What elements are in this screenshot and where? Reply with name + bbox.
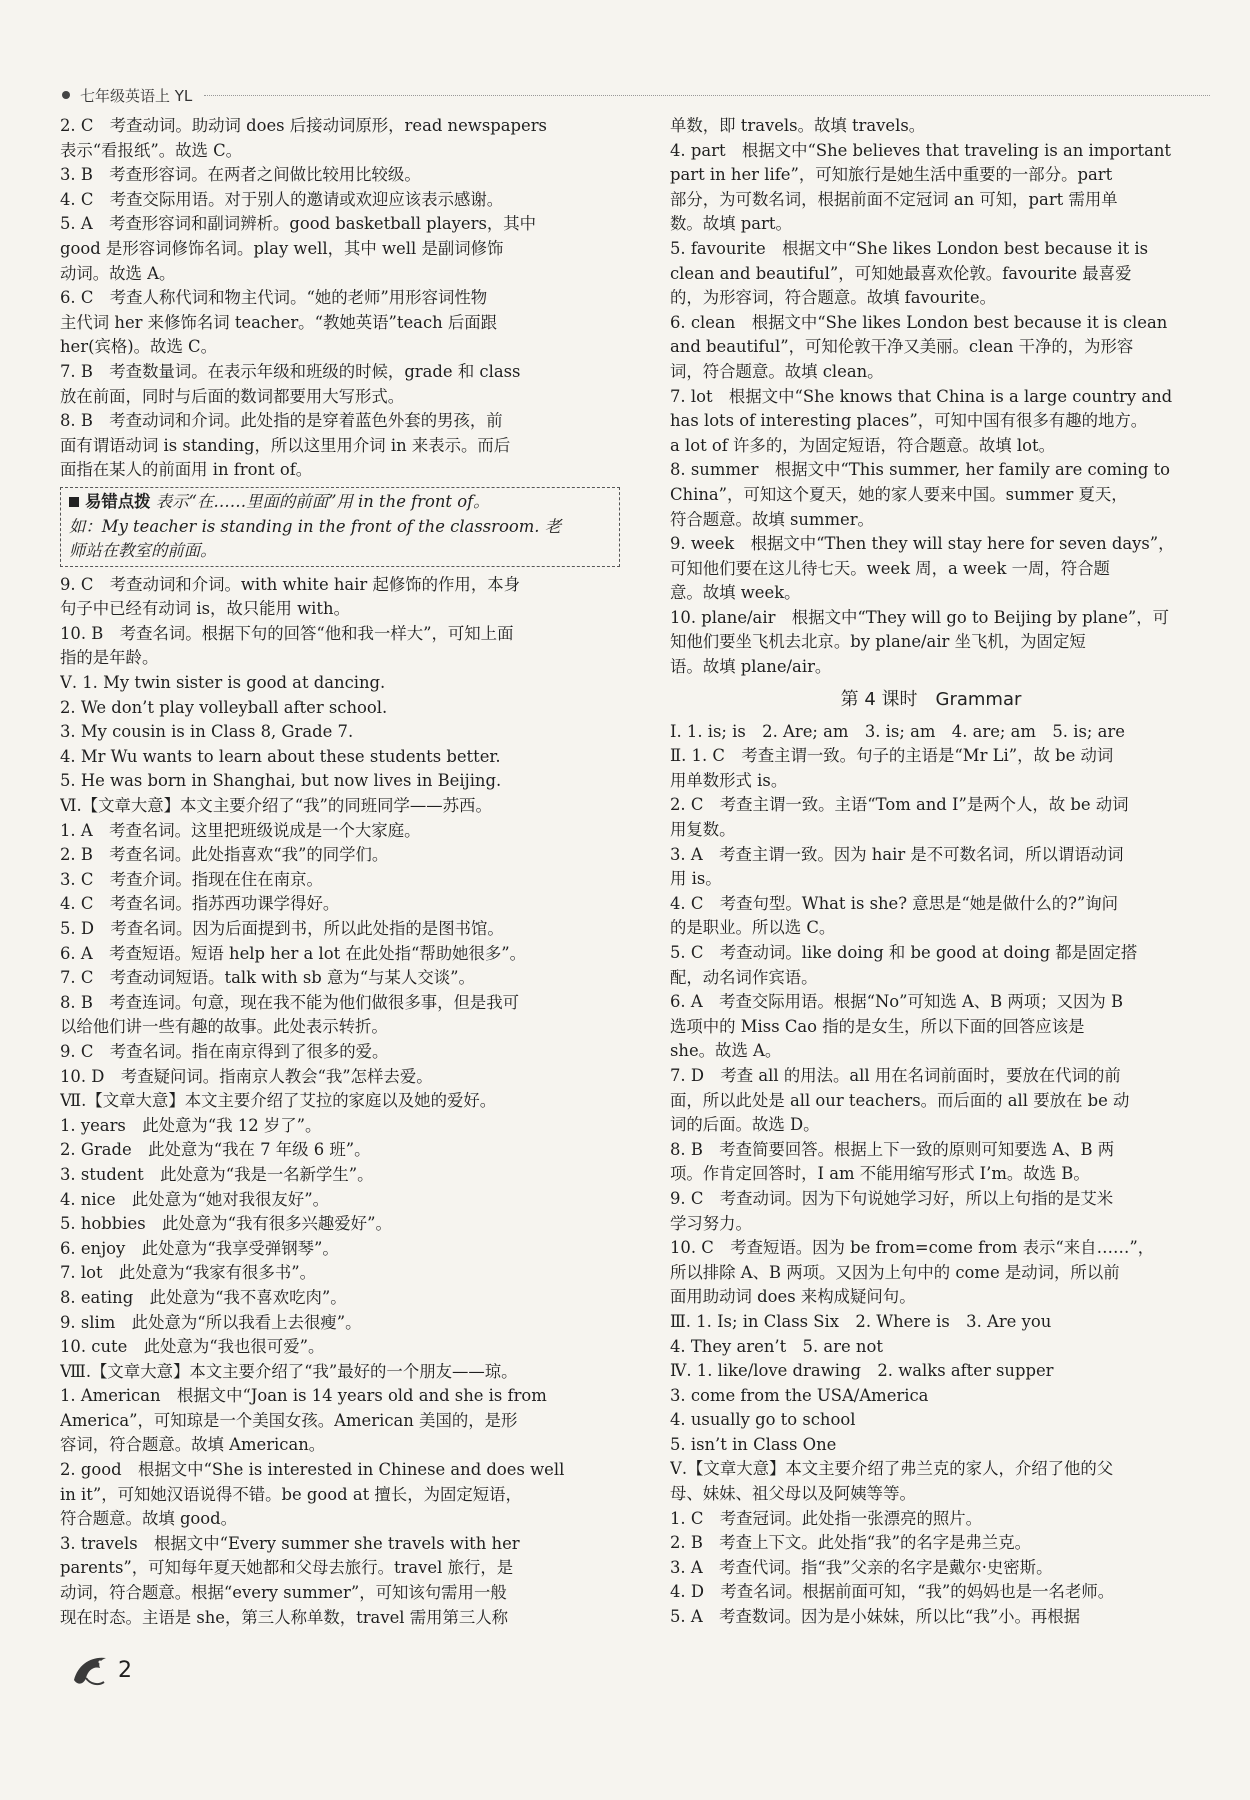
text-line: 数。故填 part。	[670, 214, 792, 234]
text-line: has lots of interesting places”，可知中国有很多有趣的地方。	[670, 411, 1148, 431]
right-bottom-block	[670, 720, 1192, 1630]
text-line: 面，所以此处是 all our teachers。而后面的 all 要放在 be 动	[670, 1090, 1130, 1110]
text-line: 意。故填 week。	[670, 583, 801, 603]
header-rule	[204, 95, 1210, 96]
text-line: she。故选 A。	[670, 1041, 782, 1061]
text-line: 主代词 her 来修饰名词 teacher。“教她英语”teach 后面跟	[60, 312, 498, 332]
text-line: 7. lot 根据文中“She knows that China is a large country and	[670, 386, 1173, 406]
tip-marker-icon	[69, 497, 79, 507]
text-line: 8. eating 此处意为“我不喜欢吃肉”。	[60, 1287, 347, 1307]
text-line: Ⅰ. 1. is; is 2. Are; am 3. is; am 4. are; am 5. is; are	[670, 721, 1125, 741]
text-line: 的，为形容词，符合题意。故填 favourite。	[670, 288, 996, 308]
text-line: 的是职业。所以选 C。	[670, 918, 836, 938]
text-line: 4. C 考查交际用语。对于别人的邀请或欢迎应该表示感谢。	[60, 189, 504, 209]
section-heading: 第 4 课时 Grammar	[840, 688, 1022, 710]
text-line: 3. B 考查形容词。在两者之间做比较用比较级。	[60, 165, 421, 185]
text-line: 8. summer 根据文中“This summer, her family are coming to	[670, 460, 1171, 480]
text-line: Ⅶ.【文章大意】本文主要介绍了艾拉的家庭以及她的爱好。	[60, 1091, 497, 1111]
text-line: 10. plane/air 根据文中“They will go to Beijing by plane”，可	[670, 607, 1170, 627]
text-line: 3. travels 根据文中“Every summer she travels with her	[60, 1533, 520, 1553]
text-line: clean and beautiful”，可知她最喜欢伦敦。favourite 最喜爱	[670, 263, 1132, 283]
text-line: 2. C 考查主谓一致。主语“Tom and I”是两个人，故 be 动词	[670, 795, 1129, 815]
text-line: 用复数。	[670, 820, 736, 840]
text-line: 所以排除 A、B 两项。又因为上句中的 come 是动词，所以前	[670, 1262, 1120, 1282]
text-line: 2. B 考查名词。此处指喜欢“我”的同学们。	[60, 845, 389, 865]
text-line: 句子中已经有动词 is，故只能用 with。	[60, 599, 350, 619]
text-line: 9. week 根据文中“Then they will stay here for seven days”，	[670, 534, 1175, 554]
text-line: 6. C 考查人称代词和物主代词。“她的老师”用形容词性物	[60, 288, 488, 308]
text-line: 7. D 考查 all 的用法。all 用在名词前面时，要放在代词的前	[670, 1065, 1121, 1085]
text-line: 部分，为可数名词，根据前面不定冠词 an 可知，part 需用单	[670, 189, 1118, 209]
text-line: 10. D 考查疑问词。指南京人教会“我”怎样去爱。	[60, 1066, 433, 1086]
text-line: 5. hobbies 此处意为“我有很多兴趣爱好”。	[60, 1214, 392, 1234]
text-line: China”，可知这个夏天，她的家人要来中国。summer 夏天，	[670, 484, 1128, 504]
text-line: 3. A 考查代词。指“我”父亲的名字是戴尔·史密斯。	[670, 1557, 1053, 1577]
tip-line: 师站在教室的前面。	[69, 541, 217, 561]
text-line: 5. He was born in Shanghai, but now lives in Beijing.	[60, 771, 502, 791]
text-line: in it”，可知她汉语说得不错。be good at 擅长，为固定短语，	[60, 1484, 522, 1504]
text-line: Ⅵ.【文章大意】本文主要介绍了“我”的同班同学——苏西。	[60, 796, 492, 816]
text-line: 符合题意。故填 good。	[60, 1509, 238, 1529]
text-line: 指的是年龄。	[60, 648, 159, 668]
tip-box	[60, 487, 620, 567]
text-line: 可知他们要在这儿待七天。week 周，a week 一周，符合题	[670, 558, 1110, 578]
text-line: 动词，符合题意。根据“every summer”，可知该句需用一般	[60, 1583, 507, 1603]
text-line: 3. come from the USA/America	[670, 1385, 929, 1405]
text-line: 4. usually go to school	[670, 1410, 856, 1430]
text-line: parents”，可知每年夏天她都和父母去旅行。travel 旅行，是	[60, 1558, 514, 1578]
text-line: 4. Mr Wu wants to learn about these students better.	[60, 746, 501, 766]
text-line: 5. isn’t in Class One	[670, 1434, 837, 1454]
text-line: 词的后面。故选 D。	[670, 1115, 820, 1135]
right-column	[670, 114, 1192, 1630]
text-line: good 是形容词修饰名词。play well，其中 well 是副词修饰	[60, 238, 504, 258]
right-top-block	[670, 114, 1192, 680]
text-line: 母、妹妹、祖父母以及阿姨等等。	[670, 1484, 916, 1504]
bullet-dot-icon	[62, 91, 70, 99]
text-line: Ⅲ. 1. Is; in Class Six 2. Where is 3. Are you	[670, 1311, 1052, 1331]
text-line: 7. lot 此处意为“我家有很多书”。	[60, 1263, 316, 1283]
text-line: 2. B 考查上下文。此处指“我”的名字是弗兰克。	[670, 1533, 1032, 1553]
text-line: 知他们要坐飞机去北京。by plane/air 坐飞机，为固定短	[670, 632, 1086, 652]
text-line: 4. They aren’t 5. are not	[670, 1336, 883, 1356]
text-line: 10. cute 此处意为“我也很可爱”。	[60, 1337, 325, 1357]
text-line: Ⅱ. 1. C 考查主谓一致。句子的主语是“Mr Li”，故 be 动词	[670, 746, 1114, 766]
text-line: 学习努力。	[670, 1213, 752, 1233]
text-line: 6. clean 根据文中“She likes London best because it is clean	[670, 312, 1168, 332]
text-line: 符合题意。故填 summer。	[670, 509, 874, 529]
running-title: 七年级英语上 YL	[80, 86, 193, 105]
text-line: 词，符合题意。故填 clean。	[670, 361, 884, 381]
text-line: 项。作肯定回答时，I am 不能用缩写形式 I’m。故选 B。	[670, 1164, 1090, 1184]
left-top-block	[60, 114, 620, 483]
text-line: 面有谓语动词 is standing，所以这里用介词 in 来表示。而后	[60, 435, 511, 455]
text-line: 7. C 考查动词短语。talk with sb 意为“与某人交谈”。	[60, 968, 475, 988]
dolphin-logo-icon	[70, 1650, 114, 1690]
text-line: 配，动名词作宾语。	[670, 967, 818, 987]
text-line: 9. C 考查动词。因为下句说她学习好，所以上句指的是艾米	[670, 1188, 1114, 1208]
text-line: part in her life”，可知旅行是她生活中重要的一部分。part	[670, 165, 1113, 185]
text-line: 8. B 考查动词和介词。此处指的是穿着蓝色外套的男孩，前	[60, 411, 503, 431]
text-line: 表示“看报纸”。故选 C。	[60, 140, 243, 160]
text-line: America”，可知琼是一个美国女孩。American 美国的，是形	[60, 1410, 518, 1430]
text-line: 10. C 考查短语。因为 be from=come from 表示“来自……”，	[670, 1238, 1155, 1258]
text-line: 4. part 根据文中“She believes that traveling is an important	[670, 140, 1172, 160]
text-line: Ⅴ. 1. My twin sister is good at dancing.	[60, 673, 386, 693]
page-footer	[70, 1650, 132, 1690]
text-line: 2. We don’t play volleyball after school.	[60, 697, 388, 717]
text-line: 3. A 考查主谓一致。因为 hair 是不可数名词，所以谓语动词	[670, 844, 1124, 864]
text-line: 用单数形式 is。	[670, 770, 788, 790]
text-line: 3. C 考查介词。指现在住在南京。	[60, 869, 323, 889]
text-line: 4. D 考查名词。根据前面可知，“我”的妈妈也是一名老师。	[670, 1582, 1115, 1602]
tip-line: 如：My teacher is standing in the front of the classroom. 老	[69, 516, 562, 536]
text-line: 6. A 考查交际用语。根据“No”可知选 A、B 两项；又因为 B	[670, 992, 1124, 1012]
text-line: 5. A 考查数词。因为是小妹妹，所以比“我”小。再根据	[670, 1607, 1081, 1627]
text-line: 以给他们讲一些有趣的故事。此处表示转折。	[60, 1017, 388, 1037]
left-bottom-block	[60, 573, 620, 1631]
text-line: 2. C 考查动词。助动词 does 后接动词原形，read newspapers	[60, 116, 547, 135]
text-line: 5. D 考查名词。因为后面提到书，所以此处指的是图书馆。	[60, 919, 504, 938]
text-line: 5. C 考查动词。like doing 和 be good at doing 都是固定搭	[670, 943, 1138, 962]
text-line: 5. favourite 根据文中“She likes London best because it is	[670, 238, 1149, 258]
tip-title: 易错点拨	[85, 491, 151, 511]
text-line: 1. A 考查名词。这里把班级说成是一个大家庭。	[60, 820, 421, 840]
text-line: Ⅳ. 1. like/love drawing 2. walks after supper	[670, 1361, 1054, 1381]
text-line: 1. C 考查冠词。此处指一张漂亮的照片。	[670, 1508, 983, 1528]
text-line: 9. C 考查动词和介词。with white hair 起修饰的作用，本身	[60, 574, 520, 594]
text-line: 9. slim 此处意为“所以我看上去很瘦”。	[60, 1312, 362, 1332]
text-line: a lot of 许多的，为固定短语，符合题意。故填 lot。	[670, 435, 1055, 455]
text-line: 8. B 考查连词。句意，现在我不能为他们做很多事，但是我可	[60, 992, 520, 1012]
page-header	[62, 84, 1210, 106]
text-line: 6. enjoy 此处意为“我享受弹钢琴”。	[60, 1238, 339, 1258]
text-line: 语。故填 plane/air。	[670, 657, 832, 677]
text-line: 放在前面，同时与后面的数词都要用大写形式。	[60, 386, 405, 406]
text-line: 4. nice 此处意为“她对我很友好”。	[60, 1189, 329, 1209]
text-line: 9. C 考查名词。指在南京得到了很多的爱。	[60, 1041, 389, 1061]
text-line: her(宾格)。故选 C。	[60, 337, 217, 357]
text-line: 面指在某人的前面用 in front of。	[60, 460, 313, 480]
text-line: 5. A 考查形容词和副词辨析。good basketball players，其中	[60, 214, 537, 234]
text-line: 现在时态。主语是 she，第三人称单数，travel 需用第三人称	[60, 1607, 509, 1627]
text-line: 容词，符合题意。故填 American。	[60, 1435, 326, 1455]
text-line: 2. Grade 此处意为“我在 7 年级 6 班”。	[60, 1140, 371, 1160]
text-line: 4. C 考查句型。What is she? 意思是“她是做什么的?”询问	[670, 893, 1119, 913]
text-line: 8. B 考查简要回答。根据上下一致的原则可知要选 A、B 两	[670, 1139, 1115, 1159]
text-line: 3. student 此处意为“我是一名新学生”。	[60, 1164, 374, 1184]
text-line: 单数，即 travels。故填 travels。	[670, 116, 926, 135]
text-line: 1. American 根据文中“Joan is 14 years old and she is from	[60, 1386, 547, 1406]
text-line: 1. years 此处意为“我 12 岁了”。	[60, 1115, 322, 1135]
text-line: 4. C 考查名词。指苏西功课学得好。	[60, 894, 340, 914]
text-line: 面用助动词 does 来构成疑问句。	[670, 1287, 916, 1307]
text-line: 动词。故选 A。	[60, 263, 176, 283]
text-line: 10. B 考查名词。根据下句的回答“他和我一样大”，可知上面	[60, 623, 514, 643]
text-line: and beautiful”，可知伦敦干净又美丽。clean 干净的，为形容	[670, 337, 1134, 357]
text-line: 6. A 考查短语。短语 help her a lot 在此处指“帮助她很多”。	[60, 943, 527, 963]
text-line: 2. good 根据文中“She is interested in Chinese and does well	[60, 1460, 565, 1480]
text-line: 选项中的 Miss Cao 指的是女生，所以下面的回答应该是	[670, 1016, 1085, 1036]
text-line: 3. My cousin is in Class 8, Grade 7.	[60, 722, 354, 742]
text-line: Ⅷ.【文章大意】本文主要介绍了“我”最好的一个朋友——琼。	[60, 1361, 518, 1381]
tip-line: 表示“在……里面的前面”用 in the front of。	[155, 491, 490, 511]
text-line: 用 is。	[670, 869, 722, 889]
page-number: 2	[118, 1657, 132, 1683]
text-line: Ⅴ.【文章大意】本文主要介绍了弗兰克的家人，介绍了他的父	[670, 1459, 1114, 1479]
text-line: 7. B 考查数量词。在表示年级和班级的时候，grade 和 class	[60, 361, 521, 381]
left-column	[60, 114, 620, 1630]
